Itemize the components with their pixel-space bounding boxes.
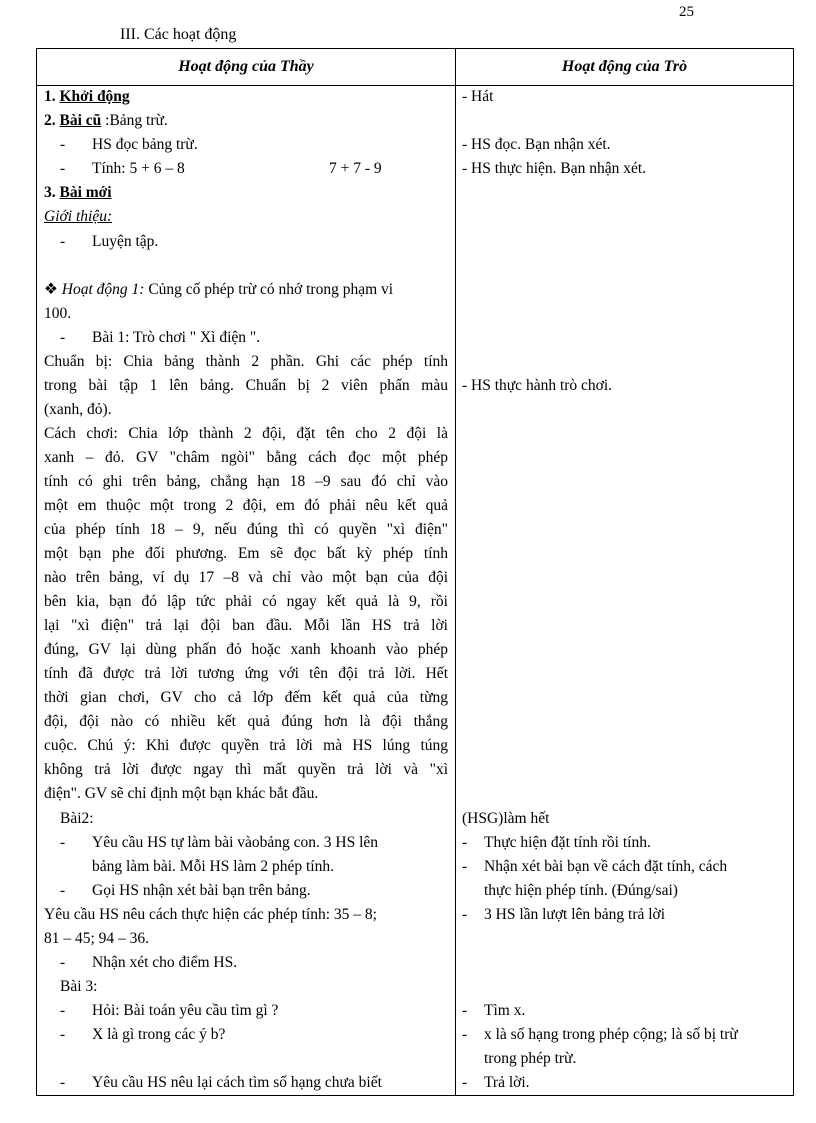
exercise-2-item: Nhận xét cho điểm HS. (92, 954, 238, 971)
section-title: III. Các hoạt động (120, 26, 237, 43)
new-lesson-heading: 3. Bài mới (44, 184, 112, 201)
student-game: - HS thực hành trò chơi. (462, 377, 613, 394)
student-item: thực hiện phép tính. (Đúng/sai) (484, 882, 678, 899)
rules-line: đội, đội nào có nhiều kết quả đúng hơn là đội thắng (44, 713, 448, 730)
column-divider (455, 49, 456, 1095)
dash-marker: - (462, 1002, 468, 1019)
dash-marker: - (60, 1002, 66, 1019)
student-item: Trả lời. (484, 1074, 530, 1091)
rules-line: tính có ghi trên bảng, chẳng hạn 18 –9 sau đó chỉ vào (44, 473, 448, 490)
dash-marker: - (462, 1026, 468, 1043)
dash-marker: - (462, 1074, 468, 1091)
rules-line: điện". GV sẽ chỉ định một bạn khác bắt đầu. (44, 785, 319, 802)
rules-line: đúng, GV lại dùng phấn đỏ hoặc xanh khoanh vào phép (44, 641, 448, 658)
dash-marker: - (462, 906, 468, 923)
exercise-2-item: Yêu cầu HS tự làm bài vàobảng con. 3 HS lên (92, 834, 379, 851)
rules-line: nào trên bảng, ví dụ 17 –8 và chỉ vào một bạn của đội (44, 569, 448, 586)
diamond-bullet-icon: ❖ (44, 281, 58, 298)
exercise-3-item: Yêu cầu HS nêu lại cách tìm số hạng chưa biết (92, 1074, 382, 1091)
student-item: 3 HS lần lượt lên bảng trả lời (484, 906, 666, 923)
old-lesson-heading: 2. Bài cũ :Bảng trừ. (44, 112, 168, 129)
rules-line: một em thuộc một trong 2 đội, em đó phải nêu kết quả (44, 497, 448, 514)
rules-line: không trả lời được ngay thì mất quyền trả lời và "xì (44, 761, 448, 778)
exercise-2-request: Yêu cầu HS nêu cách thực hiện các phép tính: 35 – 8; (44, 906, 377, 923)
student-item: x là số hạng trong phép cộng; là số bị trừ (484, 1026, 738, 1043)
rules-line: lại "xì điện" trả lại đội ban đầu. Mỗi lần HS trả lời (44, 617, 448, 634)
calc-item-1: Tính: 5 + 6 – 8 (92, 160, 185, 177)
rules-line: của phép tính 18 – 9, nếu đúng thì có quyền "xì điện" (44, 521, 448, 538)
dash-marker: - (60, 136, 66, 153)
intro-item: Luyện tập. (92, 233, 159, 250)
prep-line: Chuẩn bị: Chia bảng thành 2 phần. Ghi các phép tính (44, 353, 448, 370)
student-read: - HS đọc. Bạn nhận xét. (462, 136, 611, 153)
rules-line: một bạn phe đối phương. Em sẽ đọc bất kỳ phép tính (44, 545, 448, 562)
exercise-3-item: X là gì trong các ý b? (92, 1026, 226, 1043)
student-item: trong phép trừ. (484, 1050, 577, 1067)
exercise-1-item: Bài 1: Trò chơi " Xì điện ". (92, 329, 261, 346)
exercise-3-label: Bài 3: (60, 978, 98, 995)
intro-label: Giới thiệu: (44, 208, 113, 225)
rules-line: tính đã được trả lời tương ứng với tên đội trả lời. Hết (44, 665, 448, 682)
student-hsg: (HSG)làm hết (462, 810, 550, 827)
exercise-3-item: Hỏi: Bài toán yêu cầu tìm gì ? (92, 1002, 279, 1019)
student-item: Tìm x. (484, 1002, 526, 1019)
activity-1-line-2: 100. (44, 305, 72, 322)
dash-marker: - (60, 1074, 66, 1091)
student-sing: - Hát (462, 88, 494, 105)
page-number: 25 (679, 4, 694, 20)
rules-line: Cách chơi: Chia lớp thành 2 đội, đặt tên cho 2 đội là (44, 425, 448, 442)
student-item: Nhận xét bài bạn về cách đặt tính, cách (484, 858, 728, 875)
header-divider (37, 85, 793, 86)
prep-line: (xanh, đỏ). (44, 401, 112, 418)
exercise-2-request: 81 – 45; 94 – 36. (44, 930, 150, 947)
dash-marker: - (60, 329, 66, 346)
activity-1-heading: ❖ Hoạt động 1: Củng cố phép trừ có nhớ trong phạm vi (44, 281, 394, 298)
dash-marker: - (60, 160, 66, 177)
dash-marker: - (60, 882, 66, 899)
dash-marker: - (60, 834, 66, 851)
activities-table (36, 48, 794, 1096)
rules-line: xanh – đỏ. GV "châm ngòi" bằng cách đọc một phép (44, 449, 448, 466)
student-item: Thực hiện đặt tính rồi tính. (484, 834, 651, 851)
old-lesson-item: HS đọc bảng trừ. (92, 136, 198, 153)
calc-item-2: 7 + 7 - 9 (329, 160, 382, 177)
exercise-2-item: Gọi HS nhận xét bài bạn trên bảng. (92, 882, 311, 899)
dash-marker: - (462, 858, 468, 875)
rules-line: thời gian chơi, GV cho cả lớp đếm kết quả của từng (44, 689, 448, 706)
header-student: Hoạt động của Trò (561, 58, 688, 75)
rules-line: bên kia, bạn đó lập tức phải có ngay kết quả là 9, rồi (44, 593, 448, 610)
dash-marker: - (462, 834, 468, 851)
student-do: - HS thực hiện. Bạn nhận xét. (462, 160, 647, 177)
dash-marker: - (60, 233, 66, 250)
rules-line: cuộc. Chú ý: Khi được quyền trả lời mà HS lúng túng (44, 737, 448, 754)
exercise-2-label: Bài2: (60, 810, 94, 827)
dash-marker: - (60, 1026, 66, 1043)
prep-line: trong bài tập 1 lên bảng. Chuẩn bị 2 viên phấn màu (44, 377, 448, 394)
header-teacher: Hoạt động của Thầy (178, 58, 314, 75)
startup-heading: 1. Khởi động (44, 88, 130, 105)
exercise-2-item: bảng làm bài. Mỗi HS làm 2 phép tính. (92, 858, 334, 875)
dash-marker: - (60, 954, 66, 971)
